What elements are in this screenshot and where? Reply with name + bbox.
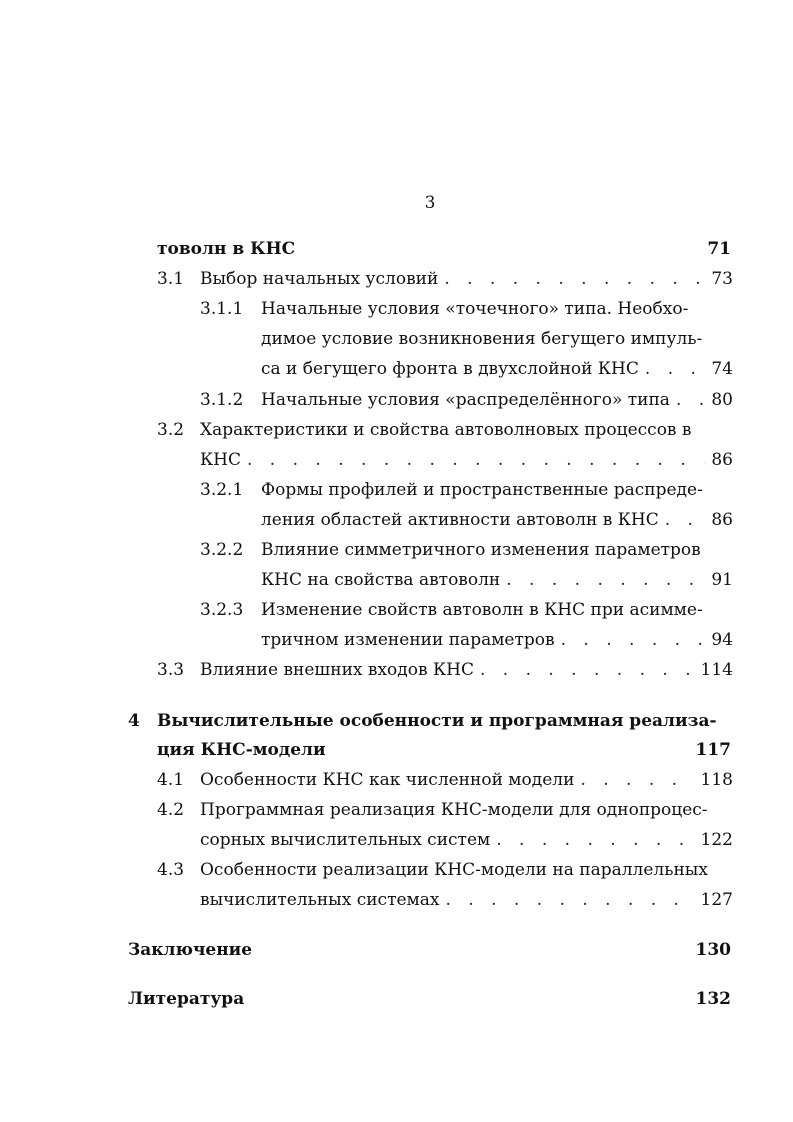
chapter-number: 4 xyxy=(128,711,140,731)
toc-entry-page: 71 xyxy=(707,239,731,259)
toc-entry-3-1[interactable] xyxy=(200,266,733,292)
toc-entry-title: ления областей активности автоволн в КНС xyxy=(261,510,659,530)
toc-entry-page: 130 xyxy=(695,940,731,960)
section-number: 4.2 xyxy=(157,800,185,820)
toc-entry-chapter-4[interactable] xyxy=(157,737,731,763)
section-number: 3.3 xyxy=(157,660,185,680)
toc-entry-title: са и бегущего фронта в двухслойной КНС xyxy=(261,359,639,379)
toc-entry-page: 91 xyxy=(711,570,733,590)
toc-entry-chapter-3-cont[interactable] xyxy=(157,236,731,262)
toc-entry-text-line: Характеристики и свойства автоволновых процессов в xyxy=(200,420,692,440)
section-number: 3.2.3 xyxy=(200,600,244,620)
toc-entry-text-line: Изменение свойств автоволн в КНС при асимме- xyxy=(261,600,703,620)
toc-entry-title: вычислительных системах xyxy=(200,890,440,910)
toc-entry-text-line: Особенности реализации КНС-модели на параллельных xyxy=(200,860,708,880)
toc-entry-3-2-1[interactable] xyxy=(261,507,733,533)
toc-entry-title: Выбор начальных условий xyxy=(200,269,439,289)
dot-leader xyxy=(506,567,705,593)
toc-entry-4-1[interactable] xyxy=(200,767,733,793)
toc-entry-page: 86 xyxy=(711,450,733,470)
dot-leader xyxy=(480,657,695,683)
toc-entry-4-3[interactable] xyxy=(200,887,733,913)
toc-entry-page: 74 xyxy=(711,359,733,379)
section-number: 4.1 xyxy=(157,770,185,790)
toc-entry-page: 117 xyxy=(695,740,731,760)
toc-entry-page: 132 xyxy=(695,989,731,1009)
toc-entry-page: 86 xyxy=(711,510,733,530)
toc-entry-3-2-2[interactable] xyxy=(261,567,733,593)
toc-entry-3-1-2[interactable] xyxy=(261,387,733,413)
toc-entry-title: Заключение xyxy=(128,940,253,960)
toc-entry-page: 122 xyxy=(700,830,733,850)
toc-entry-title: тричном изменении параметров xyxy=(261,630,555,650)
toc-entry-page: 118 xyxy=(700,770,733,790)
toc-entry-title: Литература xyxy=(128,989,245,1009)
dot-leader xyxy=(665,507,706,533)
section-number: 3.1.2 xyxy=(200,390,244,410)
section-number: 3.2 xyxy=(157,420,185,440)
dot-leader xyxy=(445,887,694,913)
toc-entry-title: Влияние внешних входов КНС xyxy=(200,660,474,680)
toc-entry-text-line: димое условие возникновения бегущего импуль- xyxy=(261,329,703,349)
section-number: 3.2.1 xyxy=(200,480,244,500)
dot-leader xyxy=(444,266,705,292)
toc-entry-title: ция КНС-модели xyxy=(157,740,326,760)
section-number: 3.2.2 xyxy=(200,540,244,560)
toc-entry-page: 94 xyxy=(711,630,733,650)
toc-entry-title: КНС на свойства автоволн xyxy=(261,570,501,590)
toc-entry-literature[interactable] xyxy=(128,986,731,1012)
toc-entry-title: сорных вычислительных систем xyxy=(200,830,491,850)
toc-entry-text-line: Вычислительные особенности и программная реализа- xyxy=(157,711,717,731)
toc-entry-page: 80 xyxy=(711,390,733,410)
toc-entry-title: КНС xyxy=(200,450,241,470)
toc-entry-title: товолн в КНС xyxy=(157,239,296,259)
toc-entry-3-1-1[interactable] xyxy=(261,356,733,382)
section-number: 3.1.1 xyxy=(200,299,244,319)
section-number: 4.3 xyxy=(157,860,185,880)
toc-entry-conclusion[interactable] xyxy=(128,937,731,963)
page-number: 3 xyxy=(424,193,436,213)
dot-leader xyxy=(580,767,694,793)
toc-entry-4-2[interactable] xyxy=(200,827,733,853)
toc-entry-text-line: Программная реализация КНС-модели для однопроцес- xyxy=(200,800,708,820)
toc-entry-title: Начальные условия «распределённого» типа xyxy=(261,390,670,410)
dot-leader xyxy=(561,627,706,653)
toc-entry-page: 73 xyxy=(711,269,733,289)
dot-leader xyxy=(247,447,705,473)
toc-entry-page: 114 xyxy=(700,660,733,680)
toc-entry-3-2-3[interactable] xyxy=(261,627,733,653)
dot-leader xyxy=(676,387,705,413)
toc-entry-3-3[interactable] xyxy=(200,657,733,683)
section-number: 3.1 xyxy=(157,269,185,289)
toc-entry-title: Особенности КНС как численной модели xyxy=(200,770,575,790)
toc-entry-text-line: Начальные условия «точечного» типа. Необхо- xyxy=(261,299,689,319)
toc-entry-text-line: Влияние симметричного изменения параметров xyxy=(261,540,701,560)
dot-leader xyxy=(645,356,705,382)
toc-entry-page: 127 xyxy=(700,890,733,910)
dot-leader xyxy=(496,827,694,853)
toc-entry-text-line: Формы профилей и пространственные распреде- xyxy=(261,480,703,500)
toc-entry-3-2[interactable] xyxy=(200,447,733,473)
